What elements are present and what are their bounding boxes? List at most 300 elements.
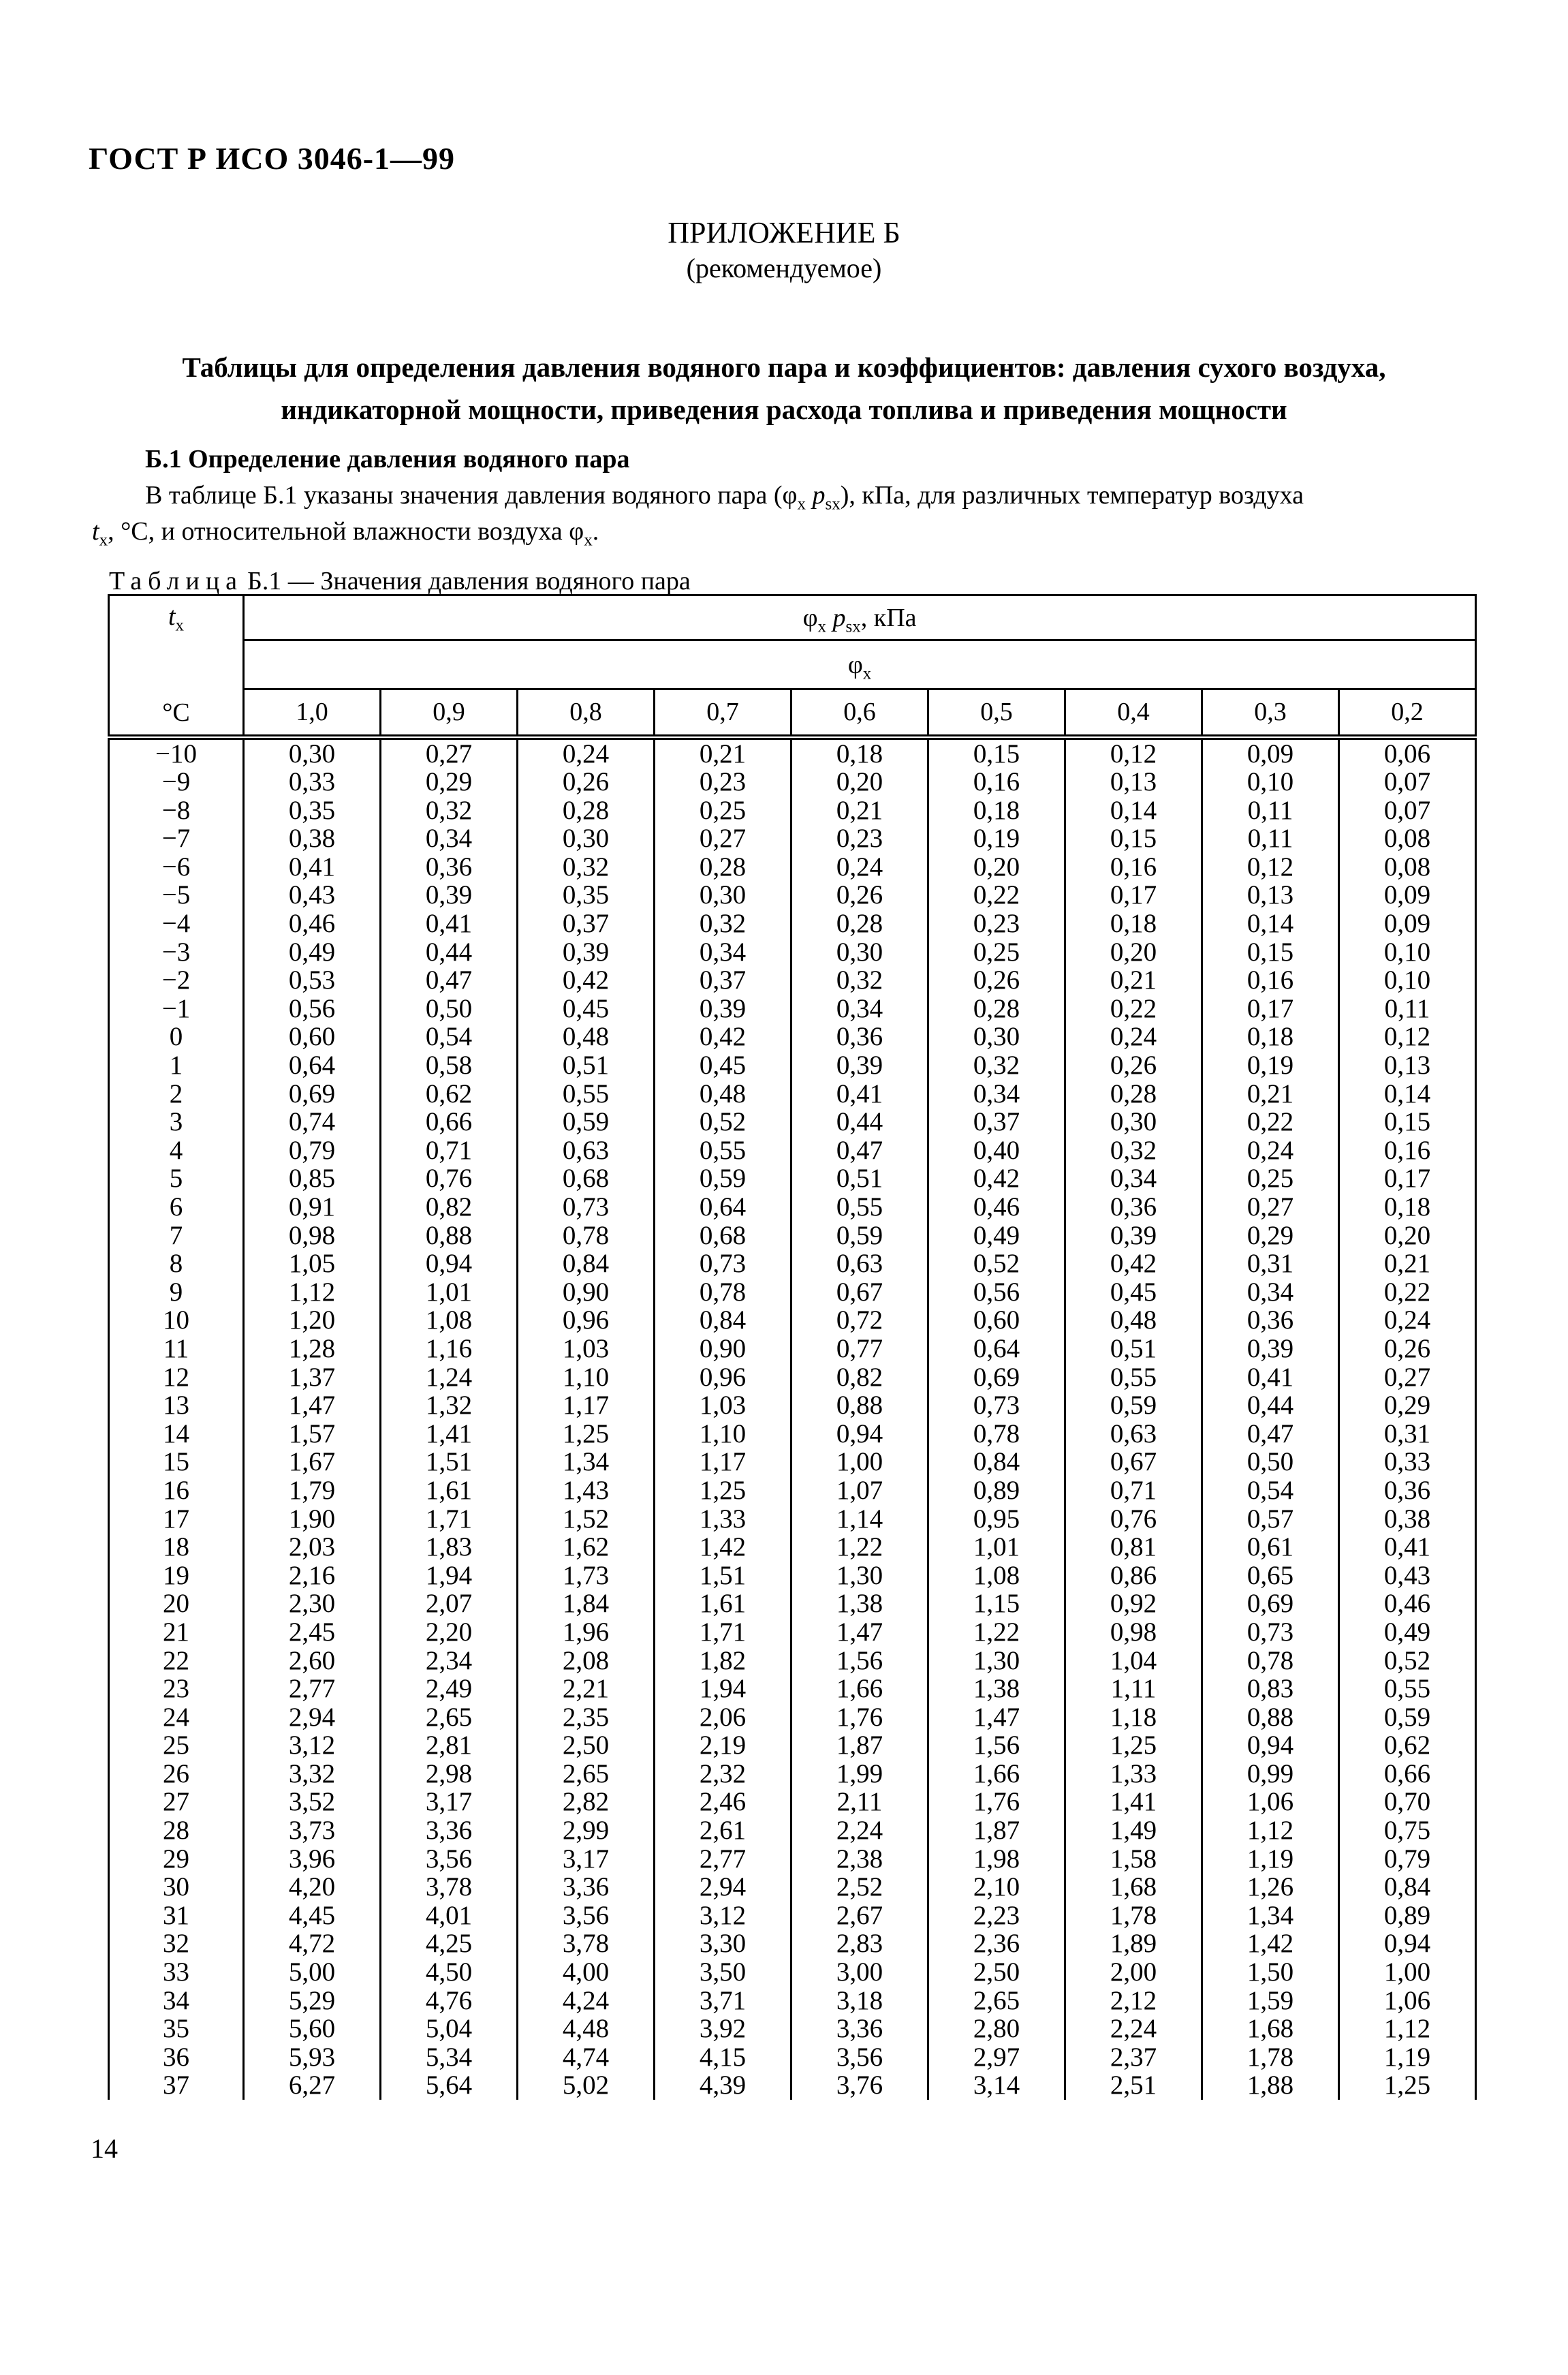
pressure-cell: 0,10 [1339, 938, 1476, 967]
pressure-cell: 1,22 [928, 1618, 1065, 1647]
pressure-cell: 0,30 [655, 881, 791, 910]
table-row [109, 1618, 1476, 1647]
main-title [78, 346, 1490, 431]
pressure-cell: 1,32 [381, 1391, 518, 1420]
pressure-cell: 0,64 [244, 1051, 381, 1080]
pressure-cell: 0,20 [928, 853, 1065, 882]
pressure-cell: 0,58 [381, 1051, 518, 1080]
pressure-cell: 1,28 [244, 1335, 381, 1363]
pressure-cell: 2,60 [244, 1647, 381, 1675]
pressure-cell: 0,51 [791, 1164, 928, 1193]
pressure-cell: 5,00 [244, 1958, 381, 1987]
pressure-cell: 0,11 [1339, 995, 1476, 1023]
pressure-cell: 0,36 [1339, 1476, 1476, 1505]
pressure-cell: 0,51 [518, 1051, 655, 1080]
table-row [109, 881, 1476, 910]
pressure-cell: 3,78 [381, 1873, 518, 1901]
humidity-value-header: 1,0 [244, 689, 381, 737]
pressure-cell: 1,76 [791, 1703, 928, 1732]
pressure-cell: 2,34 [381, 1647, 518, 1675]
table-row [109, 2015, 1476, 2043]
temperature-cell: 4 [109, 1136, 244, 1165]
pressure-cell: 0,40 [928, 1136, 1065, 1165]
pressure-cell: 1,84 [518, 1589, 655, 1618]
pressure-cell: 0,49 [1339, 1618, 1476, 1647]
temperature-cell: 31 [109, 1901, 244, 1930]
pressure-cell: 0,21 [1202, 1080, 1339, 1108]
temperature-cell: 13 [109, 1391, 244, 1420]
pressure-cell: 4,74 [518, 2043, 655, 2072]
pressure-cell: 2,65 [518, 1760, 655, 1788]
pressure-cell: 0,37 [928, 1108, 1065, 1136]
pressure-cell: 1,34 [518, 1448, 655, 1476]
pressure-cell: 0,34 [928, 1080, 1065, 1108]
pressure-cell: 0,68 [518, 1164, 655, 1193]
pressure-cell: 1,16 [381, 1335, 518, 1363]
pressure-cell: 0,16 [928, 768, 1065, 796]
pressure-cell: 0,06 [1339, 737, 1476, 769]
humidity-value-header: 0,9 [381, 689, 518, 737]
temperature-cell: 10 [109, 1306, 244, 1335]
temperature-cell: 26 [109, 1760, 244, 1788]
pressure-cell: 1,26 [1202, 1873, 1339, 1901]
table-row [109, 1647, 1476, 1675]
pressure-cell: 2,77 [244, 1675, 381, 1703]
pressure-cell: 2,49 [381, 1675, 518, 1703]
pressure-cell: 0,73 [655, 1249, 791, 1278]
pressure-cell: 0,99 [1202, 1760, 1339, 1788]
pressure-cell: 0,18 [1065, 910, 1202, 938]
pressure-cell: 2,51 [1065, 2071, 1202, 2100]
pressure-cell: 0,42 [928, 1164, 1065, 1193]
pressure-cell: 1,08 [928, 1562, 1065, 1590]
table-row [109, 1873, 1476, 1901]
pressure-cell: 0,55 [1339, 1675, 1476, 1703]
pressure-cell: 5,93 [244, 2043, 381, 2072]
temperature-cell: −7 [109, 824, 244, 853]
pressure-cell: 2,94 [244, 1703, 381, 1732]
temperature-cell: 3 [109, 1108, 244, 1136]
pressure-cell: 2,11 [791, 1788, 928, 1816]
pressure-cell: 0,64 [928, 1335, 1065, 1363]
pressure-cell: 2,50 [518, 1731, 655, 1760]
pressure-cell: 1,08 [381, 1306, 518, 1335]
temperature-cell: 25 [109, 1731, 244, 1760]
pressure-cell: 0,33 [244, 768, 381, 796]
pressure-cell: 0,59 [791, 1222, 928, 1250]
temperature-cell: −1 [109, 995, 244, 1023]
pressure-cell: 0,63 [791, 1249, 928, 1278]
pressure-cell: 0,78 [928, 1420, 1065, 1448]
pressure-cell: 4,00 [518, 1958, 655, 1987]
pressure-cell: 0,67 [1065, 1448, 1202, 1476]
pressure-cell: 0,71 [381, 1136, 518, 1165]
temperature-unit: °С [162, 698, 190, 727]
temperature-cell: 23 [109, 1675, 244, 1703]
table-row [109, 1249, 1476, 1278]
table-row [109, 1731, 1476, 1760]
pressure-cell: 0,55 [518, 1080, 655, 1108]
pressure-cell: 0,28 [518, 796, 655, 825]
table-row [109, 1193, 1476, 1222]
pressure-cell: 0,81 [1065, 1533, 1202, 1562]
pressure-cell: 1,17 [518, 1391, 655, 1420]
pressure-cell: 0,54 [1202, 1476, 1339, 1505]
pressure-cell: 0,44 [381, 938, 518, 967]
pressure-cell: 0,09 [1339, 881, 1476, 910]
pressure-cell: 0,17 [1339, 1164, 1476, 1193]
pressure-cell: 1,06 [1202, 1788, 1339, 1816]
pressure-cell: 2,30 [244, 1589, 381, 1618]
pressure-cell: 0,34 [791, 995, 928, 1023]
pressure-cell: 1,10 [518, 1363, 655, 1392]
pressure-cell: 0,83 [1202, 1675, 1339, 1703]
pressure-cell: 0,13 [1339, 1051, 1476, 1080]
pressure-cell: 3,36 [381, 1816, 518, 1845]
pressure-cell: 0,15 [928, 737, 1065, 769]
temperature-cell: 8 [109, 1249, 244, 1278]
pressure-cell: 0,32 [791, 966, 928, 995]
pressure-cell: 0,73 [518, 1193, 655, 1222]
pressure-cell: 0,18 [928, 796, 1065, 825]
humidity-values-row [109, 689, 1476, 737]
temperature-cell: −8 [109, 796, 244, 825]
pressure-cell: 1,14 [791, 1505, 928, 1534]
pressure-cell: 1,07 [791, 1476, 928, 1505]
pressure-cell: 1,56 [928, 1731, 1065, 1760]
table-row [109, 1108, 1476, 1136]
pressure-cell: 1,25 [518, 1420, 655, 1448]
pressure-cell: 1,50 [1202, 1958, 1339, 1987]
pressure-cell: 0,39 [655, 995, 791, 1023]
pressure-cell: 0,32 [655, 910, 791, 938]
temperature-cell: 21 [109, 1618, 244, 1647]
pressure-cell: 4,24 [518, 1987, 655, 2015]
table-caption-word: Таблица [109, 567, 244, 595]
pressure-cell: 3,36 [791, 2015, 928, 2043]
table-row [109, 1448, 1476, 1476]
pressure-cell: 0,45 [518, 995, 655, 1023]
pressure-cell: 0,10 [1202, 768, 1339, 796]
pressure-cell: 3,30 [655, 1929, 791, 1958]
pressure-cell: 2,65 [928, 1987, 1065, 2015]
pressure-cell: 1,47 [244, 1391, 381, 1420]
temperature-cell: −3 [109, 938, 244, 967]
pressure-cell: 1,12 [1202, 1816, 1339, 1845]
pressure-cell: 0,77 [791, 1335, 928, 1363]
table-body [109, 737, 1476, 2100]
pressure-cell: 0,31 [1202, 1249, 1339, 1278]
pressure-cell: 2,03 [244, 1533, 381, 1562]
pressure-cell: 2,06 [655, 1703, 791, 1732]
pressure-cell: 1,03 [655, 1391, 791, 1420]
pressure-cell: 0,60 [928, 1306, 1065, 1335]
pressure-cell: 0,32 [518, 853, 655, 882]
pressure-cell: 0,25 [655, 796, 791, 825]
pressure-cell: 0,49 [244, 938, 381, 967]
pressure-cell: 0,94 [1339, 1929, 1476, 1958]
pressure-cell: 0,82 [381, 1193, 518, 1222]
pressure-cell: 0,10 [1339, 966, 1476, 995]
temperature-cell: 6 [109, 1193, 244, 1222]
pressure-cell: 0,88 [791, 1391, 928, 1420]
pressure-cell: 1,24 [381, 1363, 518, 1392]
pressure-cell: 1,34 [1202, 1901, 1339, 1930]
pressure-cell: 0,66 [1339, 1760, 1476, 1788]
pressure-cell: 1,38 [928, 1675, 1065, 1703]
pressure-cell: 0,13 [1065, 768, 1202, 796]
pressure-cell: 1,42 [1202, 1929, 1339, 1958]
pressure-cell: 1,66 [928, 1760, 1065, 1788]
temperature-cell: 15 [109, 1448, 244, 1476]
temperature-cell: −10 [109, 737, 244, 769]
pressure-cell: 1,30 [791, 1562, 928, 1590]
pressure-cell: 0,13 [1202, 881, 1339, 910]
pressure-cell: 1,01 [928, 1533, 1065, 1562]
pressure-cell: 1,61 [381, 1476, 518, 1505]
pressure-cell: 2,36 [928, 1929, 1065, 1958]
pressure-cell: 0,92 [1065, 1589, 1202, 1618]
temperature-cell: −4 [109, 910, 244, 938]
pressure-cell: 0,36 [1202, 1306, 1339, 1335]
pressure-cell: 1,25 [1339, 2071, 1476, 2100]
table-row [109, 1222, 1476, 1250]
pressure-cell: 0,33 [1339, 1448, 1476, 1476]
pressure-cell: 3,96 [244, 1845, 381, 1874]
pressure-cell: 1,89 [1065, 1929, 1202, 1958]
pressure-cell: 0,67 [791, 1278, 928, 1307]
pressure-cell: 2,23 [928, 1901, 1065, 1930]
pressure-cell: 1,71 [655, 1618, 791, 1647]
pressure-cell: 1,25 [655, 1476, 791, 1505]
pressure-cell: 1,06 [1339, 1987, 1476, 2015]
table-row [109, 966, 1476, 995]
pressure-cell: 0,41 [791, 1080, 928, 1108]
pressure-cell: 1,68 [1202, 2015, 1339, 2043]
pressure-cell: 1,11 [1065, 1675, 1202, 1703]
pressure-cell: 1,98 [928, 1845, 1065, 1874]
pressure-cell: 0,27 [1202, 1193, 1339, 1222]
pressure-cell: 0,42 [1065, 1249, 1202, 1278]
pressure-cell: 3,73 [244, 1816, 381, 1845]
humidity-value-header: 0,7 [655, 689, 791, 737]
pressure-cell: 0,39 [1202, 1335, 1339, 1363]
pressure-cell: 1,17 [655, 1448, 791, 1476]
temperature-cell: 32 [109, 1929, 244, 1958]
pressure-cell: 0,34 [1202, 1278, 1339, 1307]
pressure-cell: 0,73 [928, 1391, 1065, 1420]
pressure-cell: 4,72 [244, 1929, 381, 1958]
pressure-cell: 0,32 [381, 796, 518, 825]
table-row [109, 1023, 1476, 1051]
table-row [109, 1335, 1476, 1363]
pressure-cell: 0,98 [244, 1222, 381, 1250]
pressure-cell: 0,30 [1065, 1108, 1202, 1136]
pressure-cell: 0,49 [928, 1222, 1065, 1250]
pressure-cell: 5,29 [244, 1987, 381, 2015]
pressure-cell: 2,10 [928, 1873, 1065, 1901]
table-row [109, 1562, 1476, 1590]
pressure-cell: 0,28 [1065, 1080, 1202, 1108]
pressure-cell: 0,27 [381, 737, 518, 769]
pressure-cell: 1,78 [1065, 1901, 1202, 1930]
appendix-title: ПРИЛОЖЕНИЕ Б [668, 216, 900, 249]
pressure-cell: 0,47 [1202, 1420, 1339, 1448]
pressure-cell: 2,16 [244, 1562, 381, 1590]
pressure-cell: 4,76 [381, 1987, 518, 2015]
pressure-cell: 0,62 [381, 1080, 518, 1108]
table-row [109, 910, 1476, 938]
pressure-cell: 0,32 [928, 1051, 1065, 1080]
pressure-cell: 0,46 [1339, 1589, 1476, 1618]
table-row [109, 1901, 1476, 1930]
pressure-cell: 0,14 [1339, 1080, 1476, 1108]
pressure-cell: 1,90 [244, 1505, 381, 1534]
pressure-cell: 1,19 [1202, 1845, 1339, 1874]
pressure-cell: 0,96 [518, 1306, 655, 1335]
table-row [109, 796, 1476, 825]
pressure-cell: 2,20 [381, 1618, 518, 1647]
pressure-cell: 1,99 [791, 1760, 928, 1788]
pressure-cell: 0,39 [791, 1051, 928, 1080]
pressure-cell: 0,74 [244, 1108, 381, 1136]
table-row [109, 1958, 1476, 1987]
pressure-cell: 3,92 [655, 2015, 791, 2043]
pressure-cell: 3,56 [381, 1845, 518, 1874]
temperature-cell: 37 [109, 2071, 244, 2100]
pressure-cell: 0,45 [655, 1051, 791, 1080]
pressure-cell: 0,38 [1339, 1505, 1476, 1534]
pressure-cell: 0,94 [1202, 1731, 1339, 1760]
pressure-cell: 0,30 [928, 1023, 1065, 1051]
pressure-cell: 1,73 [518, 1562, 655, 1590]
pressure-cell: 1,47 [928, 1703, 1065, 1732]
pressure-cell: 0,72 [791, 1306, 928, 1335]
pressure-cell: 2,19 [655, 1731, 791, 1760]
pressure-cell: 0,28 [928, 995, 1065, 1023]
pressure-cell: 4,20 [244, 1873, 381, 1901]
table-row [109, 1845, 1476, 1874]
pressure-cell: 0,24 [1339, 1306, 1476, 1335]
pressure-cell: 5,60 [244, 2015, 381, 2043]
pressure-cell: 0,88 [1202, 1703, 1339, 1732]
temperature-cell: 36 [109, 2043, 244, 2072]
pressure-cell: 0,82 [791, 1363, 928, 1392]
pressure-cell: 1,58 [1065, 1845, 1202, 1874]
pressure-cell: 2,38 [791, 1845, 928, 1874]
pressure-cell: 1,71 [381, 1505, 518, 1534]
pressure-cell: 0,76 [381, 1164, 518, 1193]
pressure-cell: 1,33 [655, 1505, 791, 1534]
pressure-cell: 2,83 [791, 1929, 928, 1958]
table-row [109, 1703, 1476, 1732]
pressure-cell: 0,07 [1339, 768, 1476, 796]
pressure-cell: 1,03 [518, 1335, 655, 1363]
temperature-cell: 14 [109, 1420, 244, 1448]
pressure-header: $\varphi_x$ $p_{sx}$, кПа [244, 595, 1476, 640]
pressure-cell: 2,00 [1065, 1958, 1202, 1987]
pressure-cell: 1,96 [518, 1618, 655, 1647]
pressure-cell: 0,21 [1065, 966, 1202, 995]
pressure-cell: 0,89 [1339, 1901, 1476, 1930]
pressure-cell: 0,26 [791, 881, 928, 910]
pressure-cell: 0,50 [381, 995, 518, 1023]
pressure-cell: 1,00 [1339, 1958, 1476, 1987]
pressure-cell: 0,88 [381, 1222, 518, 1250]
pressure-cell: 3,17 [381, 1788, 518, 1816]
table-row [109, 938, 1476, 967]
pressure-cell: 0,53 [244, 966, 381, 995]
pressure-cell: 5,64 [381, 2071, 518, 2100]
pressure-cell: 0,96 [655, 1363, 791, 1392]
temperature-cell: −2 [109, 966, 244, 995]
pressure-cell: 0,26 [928, 966, 1065, 995]
pressure-cell: 3,12 [244, 1731, 381, 1760]
temperature-cell: 2 [109, 1080, 244, 1108]
pressure-cell: 1,68 [1065, 1873, 1202, 1901]
pressure-cell: 0,42 [655, 1023, 791, 1051]
pressure-cell: 1,01 [381, 1278, 518, 1307]
table-caption-text: Б.1 — Значения давления водяного пара [247, 567, 691, 595]
pressure-cell: 0,71 [1065, 1476, 1202, 1505]
pressure-cell: 0,36 [791, 1023, 928, 1051]
pressure-cell: 0,37 [655, 966, 791, 995]
table-row [109, 1675, 1476, 1703]
pressure-cell: 0,47 [791, 1136, 928, 1165]
pressure-cell: 3,56 [518, 1901, 655, 1930]
pressure-cell: 1,22 [791, 1533, 928, 1562]
pressure-cell: 0,12 [1339, 1023, 1476, 1051]
pressure-cell: 2,82 [518, 1788, 655, 1816]
pressure-cell: 0,65 [1202, 1562, 1339, 1590]
pressure-cell: 0,18 [1339, 1193, 1476, 1222]
pressure-cell: 0,52 [655, 1108, 791, 1136]
pressure-cell: 0,37 [518, 910, 655, 938]
pressure-cell: 0,26 [1339, 1335, 1476, 1363]
temperature-cell: 0 [109, 1023, 244, 1051]
pressure-cell: 0,24 [1202, 1136, 1339, 1165]
temperature-cell: 20 [109, 1589, 244, 1618]
pressure-cell: 0,46 [244, 910, 381, 938]
pressure-cell: 1,10 [655, 1420, 791, 1448]
pressure-cell: 0,07 [1339, 796, 1476, 825]
pressure-cell: 0,64 [655, 1193, 791, 1222]
pressure-cell: 0,30 [244, 737, 381, 769]
pressure-cell: 1,67 [244, 1448, 381, 1476]
pressure-cell: 0,55 [655, 1136, 791, 1165]
pressure-cell: 0,63 [518, 1136, 655, 1165]
pressure-cell: 0,16 [1339, 1136, 1476, 1165]
pressure-cell: 4,45 [244, 1901, 381, 1930]
pressure-cell: 0,23 [791, 824, 928, 853]
table-row [109, 1164, 1476, 1193]
pressure-cell: 4,48 [518, 2015, 655, 2043]
pressure-cell: 2,67 [791, 1901, 928, 1930]
pressure-cell: 0,43 [1339, 1562, 1476, 1590]
temperature-cell: 17 [109, 1505, 244, 1534]
pressure-cell: 0,27 [1339, 1363, 1476, 1392]
pressure-cell: 1,51 [381, 1448, 518, 1476]
pressure-cell: 0,44 [791, 1108, 928, 1136]
pressure-cell: 0,26 [518, 768, 655, 796]
pressure-cell: 0,44 [1202, 1391, 1339, 1420]
pressure-cell: 0,41 [381, 910, 518, 938]
pressure-cell: 0,11 [1202, 796, 1339, 825]
pressure-cell: 0,94 [791, 1420, 928, 1448]
temperature-cell: 18 [109, 1533, 244, 1562]
pressure-cell: 0,22 [928, 881, 1065, 910]
pressure-cell: 0,39 [518, 938, 655, 967]
